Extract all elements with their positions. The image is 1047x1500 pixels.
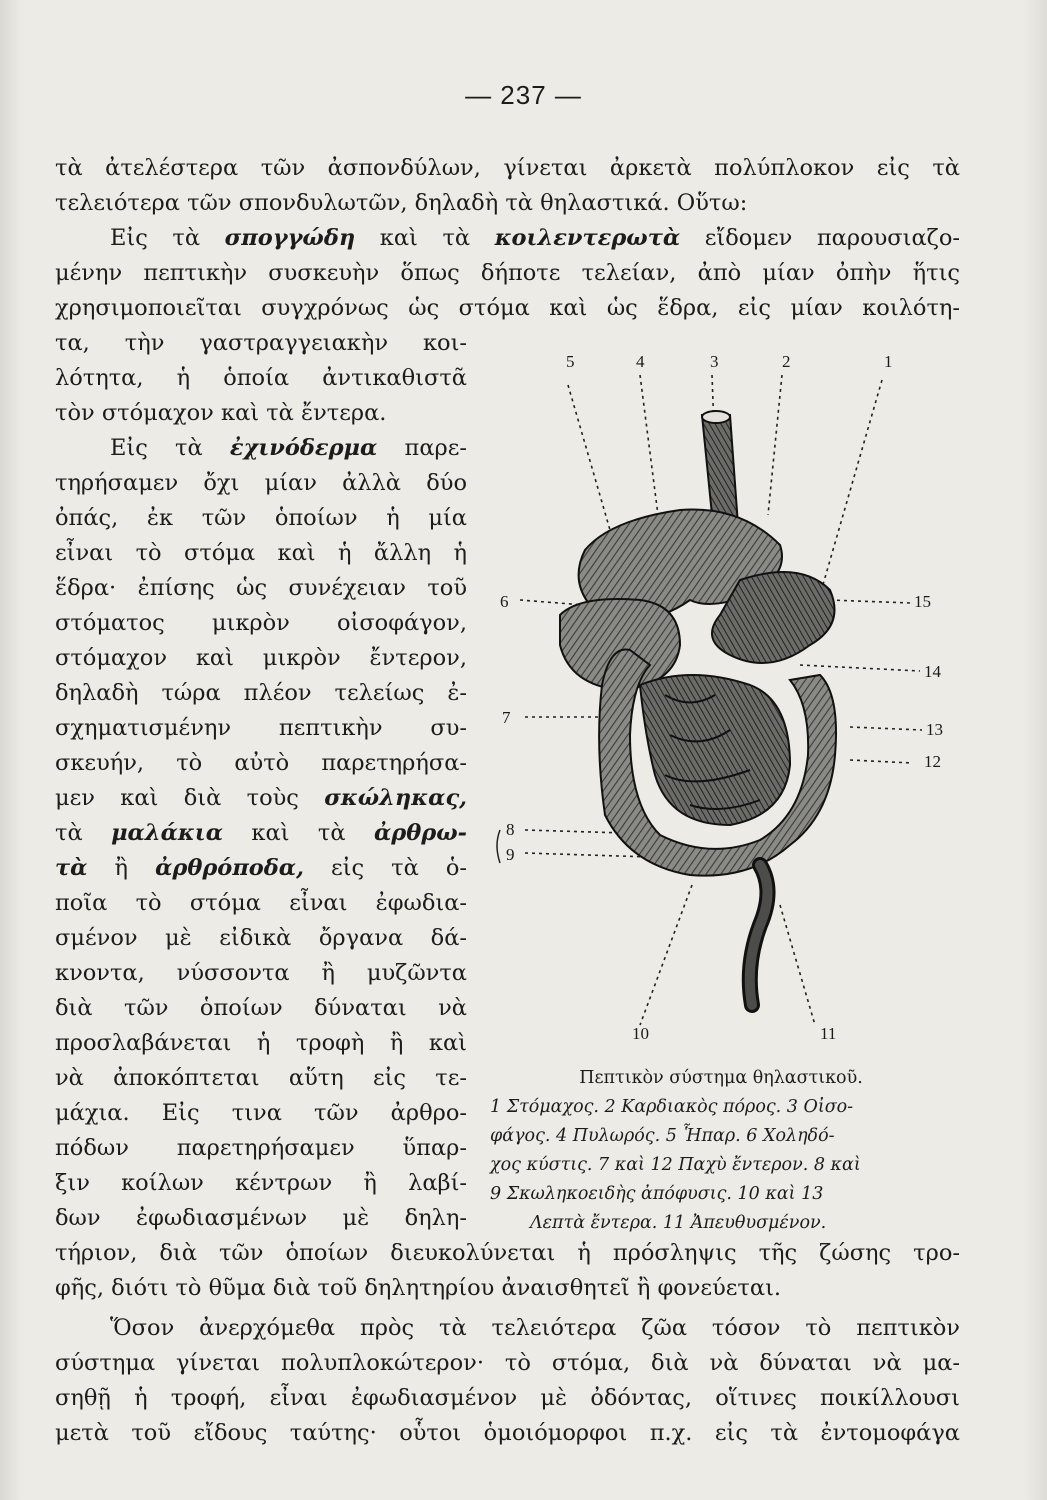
term-koilenterota: κοιλεντερωτὰ bbox=[494, 225, 681, 251]
text-line: μεν καὶ διὰ τοὺς σκώληκας, bbox=[55, 785, 467, 811]
svg-text:9: 9 bbox=[506, 845, 515, 864]
text-line: τα, τὴν γαστραγγειακὴν κοι- bbox=[55, 330, 467, 356]
text-line: μένην πεπτικὴν συσκευὴν ὅπως δήποτε τελείαν, ἀπὸ μίαν ὀπὴν ἥτις bbox=[55, 260, 960, 286]
text-line: ποῖα τὸ στόμα εἶναι ἐφωδια- bbox=[55, 890, 467, 916]
text-line: ἕδρα· ἐπίσης ὡς συνέχειαν τοῦ bbox=[55, 575, 467, 601]
svg-text:2: 2 bbox=[782, 352, 791, 371]
text-line: τὰ ἢ ἀρθρόποδα, εἰς τὰ ὁ- bbox=[55, 855, 467, 881]
figure-caption-line: φάγος. 4 Πυλωρός. 5 Ἧπαρ. 6 Χοληδό- bbox=[490, 1126, 835, 1146]
paragraph-sponges: Εἰς τὰ σπογγώδη καὶ τὰ κοιλεντερωτὰ εἴδομεν παρουσιαζο- bbox=[110, 225, 961, 251]
figure-caption-line: Λεπτὰ ἔντερα. 11 Ἀπευθυσμένον. bbox=[530, 1213, 827, 1233]
intestines bbox=[599, 649, 836, 1005]
svg-text:8: 8 bbox=[506, 820, 515, 839]
text-line: σκευήν, τὸ αὐτὸ παρετηρήσα- bbox=[55, 750, 467, 776]
text-line: μάχια. Εἰς τινα τῶν ἀρθρο- bbox=[55, 1100, 467, 1126]
term-skolikas: σκώληκας, bbox=[324, 785, 467, 811]
figure-caption-line: χος κύστις. 7 καὶ 12 Παχὺ ἔντερον. 8 καὶ bbox=[490, 1155, 861, 1175]
text-line: τηρήσαμεν ὄχι μίαν ἀλλὰ δύο bbox=[55, 470, 467, 496]
text-line: σύστημα γίνεται πολυπλοκώτερον· τὸ στόμα, διὰ νὰ δύναται νὰ μα- bbox=[55, 1350, 960, 1376]
figure-caption-line: 1 Στόμαχος. 2 Καρδιακὸς πόρος. 3 Οἰσο- bbox=[490, 1097, 854, 1117]
term-malakia: μαλάκια bbox=[111, 820, 224, 846]
text-line: σχηματισμένην πεπτικὴν συ- bbox=[55, 715, 467, 741]
digestive-system-illustration bbox=[490, 345, 960, 1057]
svg-text:11: 11 bbox=[820, 1024, 837, 1043]
liver-and-stomach bbox=[560, 509, 835, 690]
svg-text:14: 14 bbox=[924, 662, 941, 681]
text-line: σμένον μὲ εἰδικὰ ὄργανα δά- bbox=[55, 925, 467, 951]
svg-text:15: 15 bbox=[914, 592, 931, 611]
svg-text:1: 1 bbox=[884, 352, 893, 371]
text-line: διὰ τῶν ὁποίων δύναται νὰ bbox=[55, 995, 467, 1021]
text-line: στόμαχον καὶ μικρὸν ἔντερον, bbox=[55, 645, 467, 671]
text-line: προσλαβάνεται ἡ τροφὴ ἢ καὶ bbox=[55, 1030, 467, 1056]
term-spongodi: σπογγώδη bbox=[224, 225, 356, 251]
text-line: ξιν κοίλων κέντρων ἢ λαβί- bbox=[55, 1170, 467, 1196]
svg-text:12: 12 bbox=[924, 752, 941, 771]
paragraph-higher-animals: Ὅσον ἀνερχόμεθα πρὸς τὰ τελειότερα ζῶα τόσον τὸ πεπτικὸν bbox=[110, 1315, 960, 1341]
text-line: σηθῇ ἡ τροφή, εἶναι ἐφωδιασμένον μὲ ὀδόντας, οἵτινες ποικίλλουσι bbox=[55, 1385, 960, 1411]
svg-text:6: 6 bbox=[500, 592, 509, 611]
text-line: τήριον, διὰ τῶν ὁποίων διευκολύνεται ἡ πρόσληψις τῆς ζώσης τρο- bbox=[55, 1240, 960, 1266]
term-echinoderma: ἐχινόδερμα bbox=[229, 435, 378, 461]
text-line: τὸν στόμαχον καὶ τὰ ἔντερα. bbox=[55, 400, 387, 426]
text-line: δηλαδὴ τώρα πλέον τελείως ἐ- bbox=[55, 680, 467, 706]
svg-text:10: 10 bbox=[632, 1024, 649, 1043]
svg-text:3: 3 bbox=[710, 352, 719, 371]
svg-text:13: 13 bbox=[926, 720, 943, 739]
svg-text:5: 5 bbox=[566, 352, 575, 371]
text-line: χρησιμοποιεῖται συγχρόνως ὡς στόμα καὶ ὡς ἕδρα, εἰς μίαν κοιλότη- bbox=[55, 295, 960, 321]
paragraph-echinoderms: Εἰς τὰ ἐχινόδερμα παρε- bbox=[110, 435, 468, 461]
text-line: τὰ ἀτελέστερα τῶν ἀσπονδύλων, γίνεται ἀρκετὰ πολύπλοκον εἰς τὰ bbox=[55, 155, 960, 181]
text-line: πόδων παρετηρήσαμεν ὕπαρ- bbox=[55, 1135, 467, 1161]
term-arthropoda: ἀρθρόποδα, bbox=[155, 855, 304, 881]
text-line: στόματος μικρὸν οἰσοφάγον, bbox=[55, 610, 467, 636]
svg-text:4: 4 bbox=[636, 352, 645, 371]
svg-text:7: 7 bbox=[502, 708, 511, 727]
text-line: μετὰ τοῦ εἴδους ταύτης· οὗτοι ὁμοιόμορφοι π.χ. εἰς τὰ ἐντομοφάγα bbox=[55, 1420, 960, 1446]
text-line: τελειότερα τῶν σπονδυλωτῶν, δηλαδὴ τὰ θηλαστικά. Οὕτω: bbox=[55, 190, 748, 216]
text-line: δων ἐφωδιασμένων μὲ δηλη- bbox=[55, 1205, 467, 1231]
figure-caption-title: Πεπτικὸν σύστημα θηλαστικοῦ. bbox=[579, 1068, 863, 1088]
text-line: νὰ ἀποκόπτεται αὕτη εἰς τε- bbox=[55, 1065, 467, 1091]
text-line: λότητα, ἡ ὁποία ἀντικαθιστᾶ bbox=[55, 365, 467, 391]
term-arthrota: ἀρθρω- bbox=[373, 820, 467, 846]
page-number: — 237 — bbox=[465, 80, 582, 110]
text-line: εἶναι τὸ στόμα καὶ ἡ ἄλλη ἡ bbox=[55, 540, 467, 566]
text-line: ὀπάς, ἐκ τῶν ὁποίων ἡ μία bbox=[55, 505, 467, 531]
text-line: κνοντα, νύσσοντα ἢ μυζῶντα bbox=[55, 960, 467, 986]
text-line: φῆς, διότι τὸ θῦμα διὰ τοῦ δηλητηρίου ἀναισθητεῖ ἢ φονεύεται. bbox=[55, 1275, 782, 1301]
figure-caption-line: 9 Σκωληκοειδὴς ἀπόφυσις. 10 καὶ 13 bbox=[490, 1184, 824, 1204]
text-line: τὰ μαλάκια καὶ τὰ ἀρθρω- bbox=[55, 820, 467, 846]
